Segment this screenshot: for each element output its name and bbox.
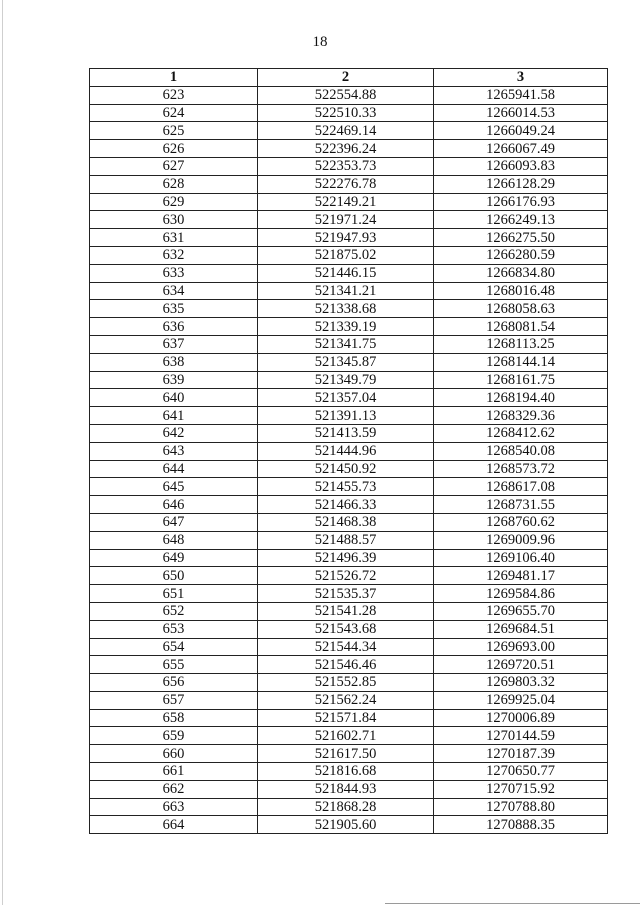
table-row xyxy=(90,282,608,300)
point-number-cell: 660 xyxy=(90,745,258,763)
page-bottom-edge xyxy=(385,903,640,904)
y-coordinate-cell: 1269584.86 xyxy=(434,585,608,603)
point-number-cell: 634 xyxy=(90,282,258,300)
table-row xyxy=(90,745,608,763)
y-coordinate-cell: 1268144.14 xyxy=(434,353,608,371)
coordinates-table xyxy=(89,68,608,834)
table-row xyxy=(90,638,608,656)
table-row xyxy=(90,318,608,336)
x-coordinate-cell: 521544.34 xyxy=(258,638,434,656)
point-number-cell: 641 xyxy=(90,407,258,425)
table-row xyxy=(90,389,608,407)
y-coordinate-cell: 1268329.36 xyxy=(434,407,608,425)
page-left-edge xyxy=(2,0,3,905)
table-row xyxy=(90,656,608,674)
table-row xyxy=(90,674,608,692)
point-number-cell: 629 xyxy=(90,193,258,211)
table-row xyxy=(90,335,608,353)
y-coordinate-cell: 1266014.53 xyxy=(434,104,608,122)
x-coordinate-cell: 521339.19 xyxy=(258,318,434,336)
table-row xyxy=(90,478,608,496)
table-row xyxy=(90,691,608,709)
x-coordinate-cell: 521571.84 xyxy=(258,709,434,727)
y-coordinate-cell: 1268573.72 xyxy=(434,460,608,478)
y-coordinate-cell: 1268412.62 xyxy=(434,424,608,442)
x-coordinate-cell: 521526.72 xyxy=(258,567,434,585)
column-header-1: 1 xyxy=(90,69,258,87)
point-number-cell: 653 xyxy=(90,620,258,638)
y-coordinate-cell: 1266049.24 xyxy=(434,122,608,140)
point-number-cell: 662 xyxy=(90,780,258,798)
x-coordinate-cell: 522469.14 xyxy=(258,122,434,140)
x-coordinate-cell: 521875.02 xyxy=(258,246,434,264)
y-coordinate-cell: 1269655.70 xyxy=(434,602,608,620)
point-number-cell: 661 xyxy=(90,763,258,781)
y-coordinate-cell: 1266176.93 xyxy=(434,193,608,211)
y-coordinate-cell: 1266275.50 xyxy=(434,229,608,247)
x-coordinate-cell: 521844.93 xyxy=(258,780,434,798)
point-number-cell: 632 xyxy=(90,246,258,264)
x-coordinate-cell: 521455.73 xyxy=(258,478,434,496)
point-number-cell: 656 xyxy=(90,674,258,692)
y-coordinate-cell: 1269106.40 xyxy=(434,549,608,567)
point-number-cell: 664 xyxy=(90,816,258,834)
point-number-cell: 657 xyxy=(90,691,258,709)
x-coordinate-cell: 521466.33 xyxy=(258,496,434,514)
point-number-cell: 654 xyxy=(90,638,258,656)
point-number-cell: 627 xyxy=(90,157,258,175)
y-coordinate-cell: 1270888.35 xyxy=(434,816,608,834)
point-number-cell: 630 xyxy=(90,211,258,229)
point-number-cell: 638 xyxy=(90,353,258,371)
table-row xyxy=(90,175,608,193)
table-row xyxy=(90,104,608,122)
table-row xyxy=(90,407,608,425)
x-coordinate-cell: 521617.50 xyxy=(258,745,434,763)
table-row xyxy=(90,86,608,104)
table-row xyxy=(90,353,608,371)
table-row xyxy=(90,246,608,264)
point-number-cell: 644 xyxy=(90,460,258,478)
point-number-cell: 645 xyxy=(90,478,258,496)
table-row xyxy=(90,816,608,834)
x-coordinate-cell: 521488.57 xyxy=(258,531,434,549)
point-number-cell: 648 xyxy=(90,531,258,549)
y-coordinate-cell: 1270006.89 xyxy=(434,709,608,727)
y-coordinate-cell: 1269925.04 xyxy=(434,691,608,709)
header-row xyxy=(90,69,608,87)
x-coordinate-cell: 521468.38 xyxy=(258,513,434,531)
point-number-cell: 626 xyxy=(90,140,258,158)
point-number-cell: 628 xyxy=(90,175,258,193)
x-coordinate-cell: 521602.71 xyxy=(258,727,434,745)
point-number-cell: 649 xyxy=(90,549,258,567)
table-row xyxy=(90,620,608,638)
point-number-cell: 650 xyxy=(90,567,258,585)
table-row xyxy=(90,763,608,781)
table-row xyxy=(90,122,608,140)
y-coordinate-cell: 1270144.59 xyxy=(434,727,608,745)
x-coordinate-cell: 522396.24 xyxy=(258,140,434,158)
point-number-cell: 635 xyxy=(90,300,258,318)
table-row xyxy=(90,460,608,478)
table-row xyxy=(90,798,608,816)
x-coordinate-cell: 521341.21 xyxy=(258,282,434,300)
x-coordinate-cell: 521450.92 xyxy=(258,460,434,478)
table-row xyxy=(90,211,608,229)
point-number-cell: 652 xyxy=(90,602,258,620)
x-coordinate-cell: 521971.24 xyxy=(258,211,434,229)
table-row xyxy=(90,780,608,798)
table-row xyxy=(90,424,608,442)
y-coordinate-cell: 1269481.17 xyxy=(434,567,608,585)
x-coordinate-cell: 521562.24 xyxy=(258,691,434,709)
x-coordinate-cell: 522554.88 xyxy=(258,86,434,104)
table-row xyxy=(90,585,608,603)
point-number-cell: 642 xyxy=(90,424,258,442)
y-coordinate-cell: 1266834.80 xyxy=(434,264,608,282)
table-body xyxy=(90,86,608,833)
table-row xyxy=(90,727,608,745)
y-coordinate-cell: 1266067.49 xyxy=(434,140,608,158)
y-coordinate-cell: 1270187.39 xyxy=(434,745,608,763)
point-number-cell: 663 xyxy=(90,798,258,816)
y-coordinate-cell: 1266128.29 xyxy=(434,175,608,193)
table-row xyxy=(90,567,608,585)
y-coordinate-cell: 1268731.55 xyxy=(434,496,608,514)
x-coordinate-cell: 522353.73 xyxy=(258,157,434,175)
table-row xyxy=(90,140,608,158)
x-coordinate-cell: 521947.93 xyxy=(258,229,434,247)
point-number-cell: 647 xyxy=(90,513,258,531)
x-coordinate-cell: 521357.04 xyxy=(258,389,434,407)
table-row xyxy=(90,602,608,620)
table-row xyxy=(90,264,608,282)
point-number-cell: 651 xyxy=(90,585,258,603)
y-coordinate-cell: 1268760.62 xyxy=(434,513,608,531)
y-coordinate-cell: 1268081.54 xyxy=(434,318,608,336)
x-coordinate-cell: 521345.87 xyxy=(258,353,434,371)
x-coordinate-cell: 521541.28 xyxy=(258,602,434,620)
y-coordinate-cell: 1270788.80 xyxy=(434,798,608,816)
x-coordinate-cell: 521905.60 xyxy=(258,816,434,834)
table-row xyxy=(90,531,608,549)
point-number-cell: 658 xyxy=(90,709,258,727)
page-number: 18 xyxy=(312,34,328,50)
point-number-cell: 637 xyxy=(90,335,258,353)
y-coordinate-cell: 1268194.40 xyxy=(434,389,608,407)
y-coordinate-cell: 1270715.92 xyxy=(434,780,608,798)
x-coordinate-cell: 521535.37 xyxy=(258,585,434,603)
x-coordinate-cell: 521496.39 xyxy=(258,549,434,567)
table-row xyxy=(90,193,608,211)
table-row xyxy=(90,496,608,514)
y-coordinate-cell: 1268540.08 xyxy=(434,442,608,460)
point-number-cell: 640 xyxy=(90,389,258,407)
table-row xyxy=(90,549,608,567)
table-row xyxy=(90,229,608,247)
x-coordinate-cell: 521816.68 xyxy=(258,763,434,781)
x-coordinate-cell: 521444.96 xyxy=(258,442,434,460)
point-number-cell: 624 xyxy=(90,104,258,122)
y-coordinate-cell: 1266249.13 xyxy=(434,211,608,229)
y-coordinate-cell: 1268161.75 xyxy=(434,371,608,389)
x-coordinate-cell: 521338.68 xyxy=(258,300,434,318)
x-coordinate-cell: 522149.21 xyxy=(258,193,434,211)
table-row xyxy=(90,371,608,389)
y-coordinate-cell: 1269693.00 xyxy=(434,638,608,656)
y-coordinate-cell: 1269009.96 xyxy=(434,531,608,549)
x-coordinate-cell: 521868.28 xyxy=(258,798,434,816)
point-number-cell: 633 xyxy=(90,264,258,282)
x-coordinate-cell: 521543.68 xyxy=(258,620,434,638)
y-coordinate-cell: 1269684.51 xyxy=(434,620,608,638)
y-coordinate-cell: 1265941.58 xyxy=(434,86,608,104)
y-coordinate-cell: 1270650.77 xyxy=(434,763,608,781)
x-coordinate-cell: 521413.59 xyxy=(258,424,434,442)
x-coordinate-cell: 522510.33 xyxy=(258,104,434,122)
table-row xyxy=(90,442,608,460)
table-row xyxy=(90,300,608,318)
table-row xyxy=(90,513,608,531)
x-coordinate-cell: 521349.79 xyxy=(258,371,434,389)
point-number-cell: 655 xyxy=(90,656,258,674)
point-number-cell: 631 xyxy=(90,229,258,247)
y-coordinate-cell: 1268617.08 xyxy=(434,478,608,496)
point-number-cell: 625 xyxy=(90,122,258,140)
table-row xyxy=(90,157,608,175)
y-coordinate-cell: 1268016.48 xyxy=(434,282,608,300)
table-row xyxy=(90,709,608,727)
y-coordinate-cell: 1266280.59 xyxy=(434,246,608,264)
point-number-cell: 646 xyxy=(90,496,258,514)
point-number-cell: 639 xyxy=(90,371,258,389)
y-coordinate-cell: 1268058.63 xyxy=(434,300,608,318)
point-number-cell: 643 xyxy=(90,442,258,460)
x-coordinate-cell: 521446.15 xyxy=(258,264,434,282)
y-coordinate-cell: 1268113.25 xyxy=(434,335,608,353)
x-coordinate-cell: 521546.46 xyxy=(258,656,434,674)
x-coordinate-cell: 521341.75 xyxy=(258,335,434,353)
y-coordinate-cell: 1266093.83 xyxy=(434,157,608,175)
table-header xyxy=(90,69,608,87)
x-coordinate-cell: 521391.13 xyxy=(258,407,434,425)
point-number-cell: 659 xyxy=(90,727,258,745)
y-coordinate-cell: 1269720.51 xyxy=(434,656,608,674)
y-coordinate-cell: 1269803.32 xyxy=(434,674,608,692)
column-header-2: 2 xyxy=(258,69,434,87)
point-number-cell: 623 xyxy=(90,86,258,104)
column-header-3: 3 xyxy=(434,69,608,87)
point-number-cell: 636 xyxy=(90,318,258,336)
x-coordinate-cell: 521552.85 xyxy=(258,674,434,692)
x-coordinate-cell: 522276.78 xyxy=(258,175,434,193)
